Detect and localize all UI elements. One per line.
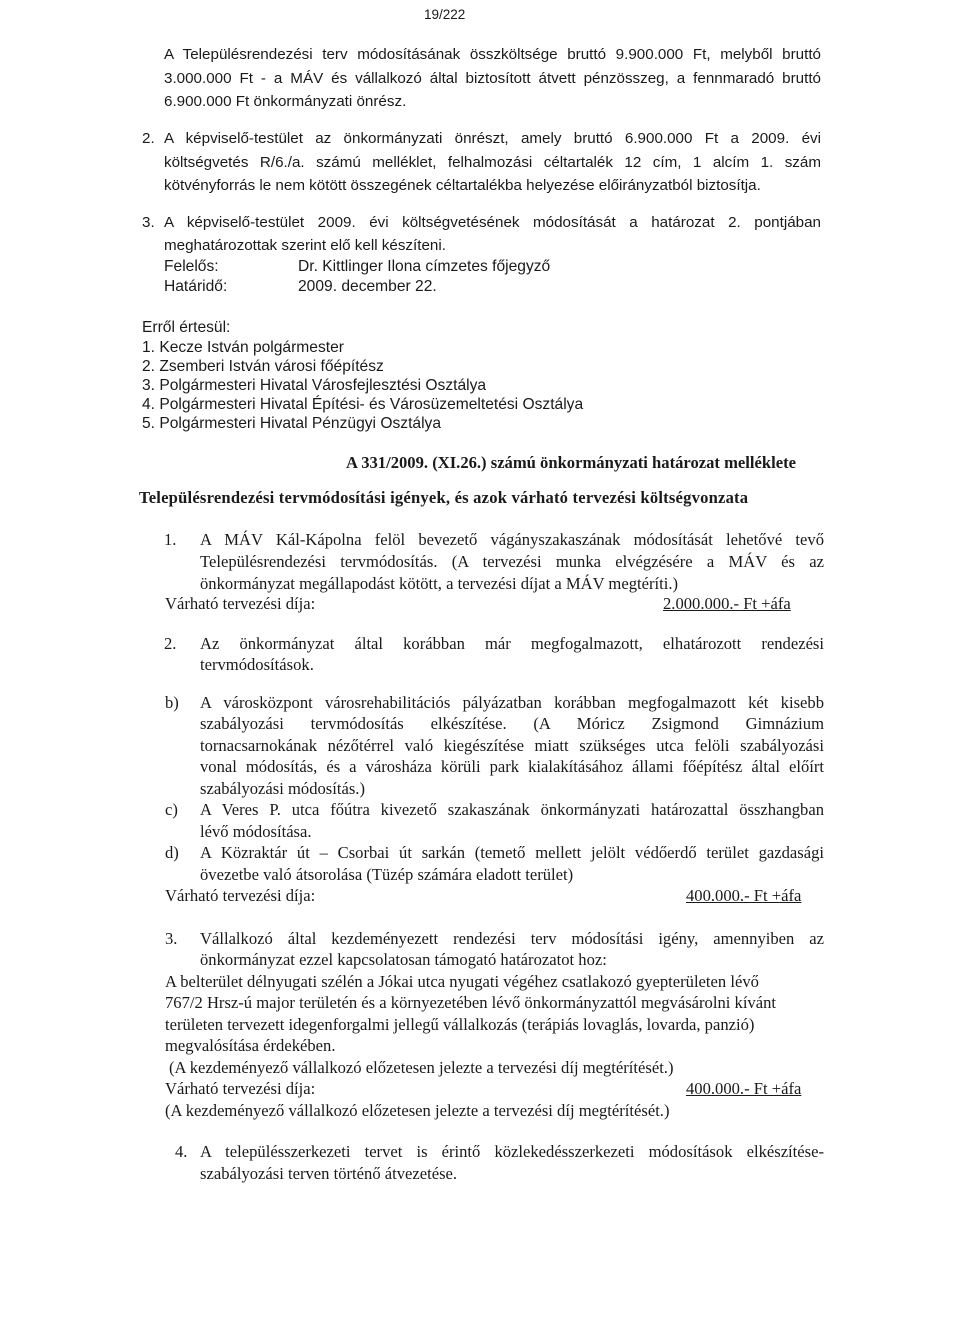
item2-line-1: Az önkormányzat által korábban már megfogalmazott, elhatározott rendezési: [200, 634, 824, 653]
item3-cost-label: Várható tervezési díja:: [165, 1079, 316, 1098]
item-b-line-3: tornacsarnokának nézőtérrel való kiegészítése miatt szükséges utca felöli szabályozási: [200, 736, 824, 755]
deadline-label: Határidő:: [164, 278, 228, 295]
point3-line-2: meghatározottak szerint elő kell készíteni.: [164, 237, 446, 254]
responsible-value: Dr. Kittlinger Ilona címzetes főjegyző: [298, 258, 551, 275]
point2-line-1: A képviselő-testület az önkormányzati önrészt, amely bruttó 6.900.000 Ft a 2009. évi: [164, 130, 821, 147]
item-d-cost-label: Várható tervezési díja:: [165, 886, 316, 905]
item-d-line-2: övezetbe való átsorolása (Tüzép számára eladott terület): [200, 865, 574, 884]
item3-line-4: 767/2 Hrsz-ú major területén és a környezetében lévő önkormányzattól megvásárolni kívánt: [165, 993, 776, 1012]
notify-item: 5. Polgármesteri Hivatal Pénzügyi Osztálya: [142, 415, 442, 432]
item4-line-1: A településszerkezeti tervet is érintő közlekedésszerkezeti módosítások elkészítése-: [200, 1142, 824, 1161]
item-b-line-1: A városközpont városrehabilitációs pályázatban korábban megfogalmazott két kisebb: [200, 693, 824, 712]
item2-line-2: tervmódosítások.: [200, 655, 314, 674]
item4-line-2: szabályozási terven történő átvezetése.: [200, 1164, 458, 1183]
intro-line-1: A Településrendezési terv módosításának összköltsége bruttó 9.900.000 Ft, melyből bruttó: [164, 46, 821, 63]
notify-item: 2. Zsemberi István városi főépítész: [142, 358, 384, 375]
notify-item: 1. Kecze István polgármester: [142, 339, 344, 356]
point3-number: 3.: [142, 214, 155, 231]
point2-line-3: kötvényforrás le nem kötött összegének céltartalékba helyezése előirányzatból biztosítja.: [164, 177, 761, 194]
item-d-line-1: A Közraktár út – Csorbai út sarkán (temető mellett jelölt védőerdő terület gazdasági: [200, 843, 824, 862]
point2-number: 2.: [142, 130, 155, 147]
item3-line-3: A belterület délnyugati szélén a Jókai utca nyugati végéhez csatlakozó gyepterületen lévő: [165, 972, 759, 991]
intro-line-3: 6.900.000 Ft önkormányzati önrész.: [164, 93, 407, 110]
item-c-line-2: lévő módosítása.: [200, 822, 312, 841]
item3-line-8: (A kezdeményező vállalkozó előzetesen jelezte a tervezési díj megtérítését.): [165, 1101, 670, 1120]
item1-line-3: önkormányzat megállapodást kötött, a tervezési díjat a MÁV megtéríti.): [200, 574, 679, 593]
item1-line-1: A MÁV Kál-Kápolna felöl bevezető vágányszakaszának módosítását lehetővé tevő: [200, 530, 824, 549]
item3-cost-value: 400.000.- Ft +áfa: [686, 1079, 802, 1098]
item1-number: 1.: [164, 530, 177, 549]
notify-item: 3. Polgármesteri Hivatal Városfejlesztési Osztálya: [142, 377, 487, 394]
item3-line-1: Vállalkozó által kezdeményezett rendezési terv módosítási igény, amennyiben az: [200, 929, 824, 948]
item4-number: 4.: [175, 1142, 188, 1161]
item-b-label: b): [165, 693, 179, 712]
item3-line-6: megvalósítása érdekében.: [165, 1036, 336, 1055]
item-b-line-5: szabályozási módosítás.): [200, 779, 365, 798]
item2-number: 2.: [164, 634, 177, 653]
item3-line-7: (A kezdeményező vállalkozó előzetesen jelezte a tervezési díj megtérítését.): [169, 1058, 674, 1077]
annex-title: A 331/2009. (XI.26.) számú önkormányzati határozat melléklete: [346, 453, 796, 472]
item3-line-2: önkormányzat ezzel kapcsolatosan támogató határozatot hoz:: [200, 950, 607, 969]
point2-line-2: költségvetés R/6./a. számú melléklet, felhalmozási céltartalék 12 cím, 1 alcím 1. szám: [164, 154, 821, 171]
deadline-value: 2009. december 22.: [298, 278, 437, 295]
intro-line-2: 3.000.000 Ft - a MÁV és vállalkozó által biztosított átvett pénzösszeg, a fennmaradó bruttó: [164, 70, 821, 87]
item-d-cost-value: 400.000.- Ft +áfa: [686, 886, 802, 905]
annex-subtitle: Településrendezési tervmódosítási igények, és azok várható tervezési költségvonzata: [139, 488, 749, 507]
item1-cost-label: Várható tervezési díja:: [165, 594, 316, 613]
item3-number: 3.: [165, 929, 178, 948]
notify-item: 4. Polgármesteri Hivatal Építési- és Városüzemeltetési Osztálya: [142, 396, 584, 413]
item1-cost-value: 2.000.000.- Ft +áfa: [663, 594, 791, 613]
item-c-line-1: A Veres P. utca főútra kivezető szakaszának önkormányzati határozattal összhangban: [200, 800, 824, 819]
responsible-row: [164, 258, 550, 276]
item-b-line-2: szabályozási tervmódosítás elkészítése. (A Móricz Zsigmond Gimnázium: [200, 714, 824, 733]
item1-line-2: Településrendezési tervmódosítás. (A tervezési munka elvégzésére a MÁV és az: [200, 552, 824, 571]
deadline-row: [164, 278, 437, 296]
item3-line-5: területen tervezett idegenforgalmi jellegű vállalkozás (terápiás lovaglás, lovarda, panzió): [165, 1015, 755, 1034]
point3-line-1: A képviselő-testület 2009. évi költségvetésének módosítását a határozat 2. pontjában: [164, 214, 821, 231]
item-b-line-4: vonal módosítás, és a városháza körüli park kialakításához állami főépítész által előírt: [200, 757, 824, 776]
item-d-label: d): [165, 843, 179, 862]
notify-title: Erről értesül:: [142, 319, 231, 336]
item-c-label: c): [165, 800, 178, 819]
responsible-label: Felelős:: [164, 258, 219, 275]
page-number: 19/222: [424, 7, 466, 22]
